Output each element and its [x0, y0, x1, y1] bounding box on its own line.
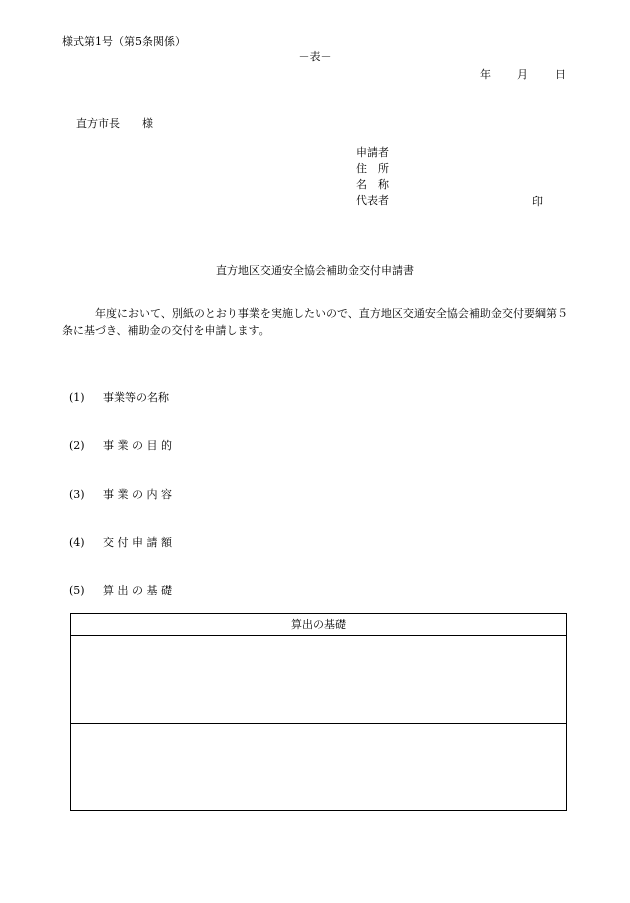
date-month: 月	[517, 68, 528, 81]
item-label: 算 出 の 基 礎	[103, 584, 172, 597]
item-number: (5)	[69, 584, 85, 597]
item-label: 事 業 の 目 的	[103, 439, 172, 452]
basis-table-row-2[interactable]	[71, 724, 566, 810]
item-3	[69, 486, 172, 502]
basis-table	[70, 613, 567, 811]
item-label: 事 業 の 内 容	[103, 488, 172, 501]
date-year: 年	[480, 68, 491, 81]
item-number: (2)	[69, 439, 85, 452]
item-label: 交 付 申 請 額	[103, 536, 172, 549]
document-title: 直方地区交通安全協会補助金交付申請書	[216, 264, 414, 277]
applicant-representative-label: 代表者	[356, 194, 389, 207]
basis-table-row-1[interactable]	[71, 636, 566, 724]
item-number: (3)	[69, 488, 85, 501]
addressee-name: 直方市長	[76, 117, 120, 130]
applicant-name-label: 名 称	[356, 178, 389, 191]
item-number: (4)	[69, 536, 85, 549]
seal-mark: 印	[532, 195, 543, 208]
item-label: 事業等の名称	[103, 391, 169, 404]
item-5	[69, 582, 172, 598]
basis-table-header: 算出の基礎	[71, 614, 566, 636]
item-1	[69, 389, 169, 405]
applicant-address-label: 住 所	[356, 162, 389, 175]
date-day: 日	[555, 68, 566, 81]
item-number: (1)	[69, 391, 85, 404]
form-number: 様式第1号（第5条関係）	[62, 35, 186, 48]
addressee	[76, 115, 153, 131]
applicant-block	[356, 145, 389, 209]
side-label: －表－	[298, 50, 332, 63]
item-4	[69, 534, 172, 550]
addressee-honorific: 様	[142, 117, 153, 130]
applicant-heading: 申請者	[356, 146, 389, 159]
item-2	[69, 437, 172, 453]
body-paragraph: 年度において、別紙のとおり事業を実施したいので、直方地区交通安全協会補助金交付要綱第５条に基づき、補助金の交付を申請します。	[62, 307, 568, 337]
